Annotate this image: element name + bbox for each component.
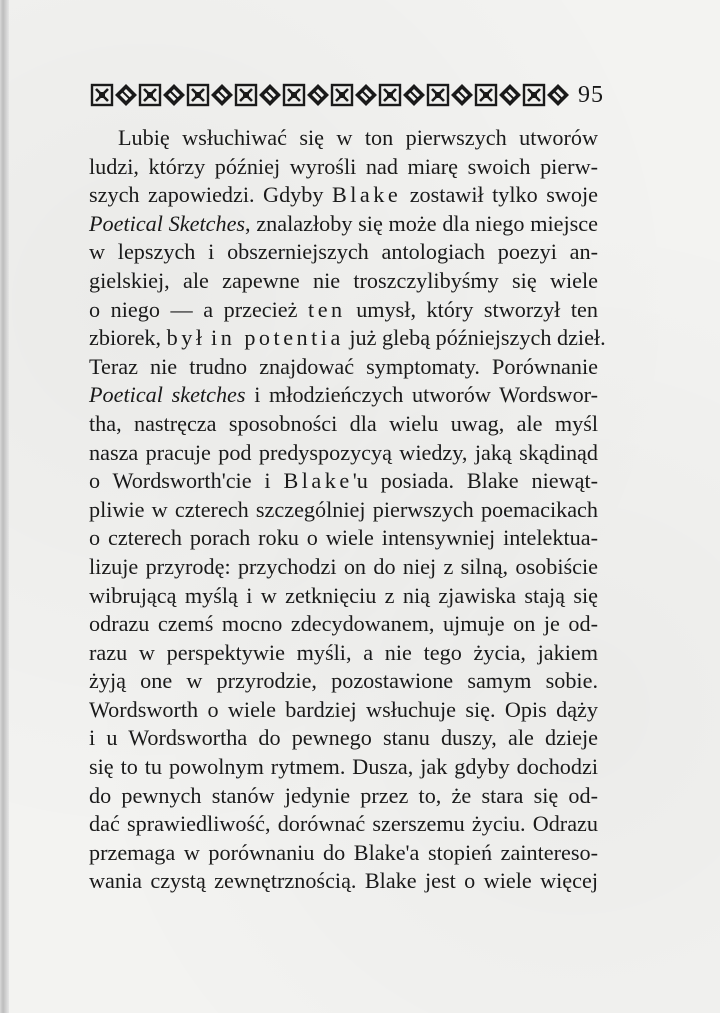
ornament-square-icon (330, 83, 354, 107)
ornament-diamond-icon (450, 83, 474, 107)
ornament-diamond-icon (162, 83, 186, 107)
page-spine-edge (0, 0, 9, 1013)
text-line: pliwie w czterech szczególniej pierwszych poemacikach (89, 496, 598, 522)
ornament-square-icon (90, 83, 114, 107)
text-line: o Wordsworth'cie i Blake'u posiada. Blake niewąt- (89, 468, 599, 494)
text-line: Poetical Sketches, znalazłoby się może dla niego miejsce (89, 210, 598, 236)
ornament-square-icon (234, 83, 258, 107)
ornament-diamond-icon (114, 83, 138, 107)
ornament-diamond-icon (498, 83, 522, 107)
text-line: o czterech porach roku o wiele intensywniej intelektua- (89, 525, 598, 551)
page-header (90, 80, 650, 112)
text-line: Lubię wsłuchiwać się w ton pierwszych utworów (118, 125, 598, 150)
text-line: i u Wordswortha do pewnego stanu duszy, ale dzieje (89, 725, 598, 751)
ornament-border (90, 83, 572, 107)
text-line: nasza pracuje pod predyspozycyą wiedzy, jaką skądinąd (89, 439, 598, 465)
text-line: dać sprawiedliwość, dorównać szerszemu życiu. Odrazu (89, 811, 598, 837)
text-line: się to tu powolnym rytmem. Dusza, jak gdyby dochodzi (89, 754, 598, 780)
ornament-square-icon (426, 83, 450, 107)
text-line: gielskiej, ale zapewne nie troszczylibyśmy się wiele (89, 267, 598, 293)
ornament-square-icon (282, 83, 306, 107)
text-line: zbiorek, był in potentia już glebą późniejszych dzieł. (89, 325, 606, 351)
text-line: przemaga w porównaniu do Blake'a stopień zaintereso- (89, 839, 598, 865)
ornament-diamond-icon (402, 83, 426, 107)
ornament-square-icon (138, 83, 162, 107)
text-line: w lepszych i obszerniejszych antologiach poezyi an- (89, 239, 598, 265)
page-number: 95 (578, 82, 604, 108)
text-line: wibrującą myślą i w zetknięciu z nią zjawiska stają się (89, 582, 598, 608)
text-line: o niego — a przecież ten umysł, który stworzył ten (89, 296, 598, 322)
text-line: szych zapowiedzi. Gdyby Blake zostawił tylko swoje (89, 182, 598, 208)
text-line: lizuje przyrodę: przychodzi on do niej z silną, osobiście (89, 553, 598, 579)
ornament-square-icon (474, 83, 498, 107)
text-line: Poetical sketches i młodzieńczych utworów Wordswor- (89, 382, 598, 408)
ornament-diamond-icon (258, 83, 282, 107)
text-line: wania czystą zewnętrznością. Blake jest o wiele więcej (89, 868, 598, 894)
ornament-square-icon (522, 83, 546, 107)
text-line: ludzi, którzy później wyrośli nad miarę swoich pierw- (89, 153, 598, 179)
text-line: Wordsworth o wiele bardziej wsłuchuje się. Opis dąży (89, 696, 598, 722)
ornament-square-icon (186, 83, 210, 107)
ornament-diamond-icon (546, 83, 570, 107)
text-line: do pewnych stanów jedynie przez to, że stara się od- (89, 782, 598, 808)
text-line: razu w perspektywie myśli, a nie tego życia, jakiem (89, 639, 598, 665)
text-line: Teraz nie trudno znajdować symptomaty. Porównanie (89, 353, 598, 379)
ornament-diamond-icon (354, 83, 378, 107)
text-line: odrazu czemś mocno zdecydowanem, ujmuje on je od- (89, 611, 598, 637)
ornament-diamond-icon (306, 83, 330, 107)
ornament-diamond-icon (210, 83, 234, 107)
text-line: żyją one w przyrodzie, pozostawione samym sobie. (89, 668, 598, 694)
text-line: tha, nastręcza sposobności dla wielu uwag, ale myśl (89, 410, 598, 436)
body-text (89, 124, 606, 896)
ornament-square-icon (378, 83, 402, 107)
